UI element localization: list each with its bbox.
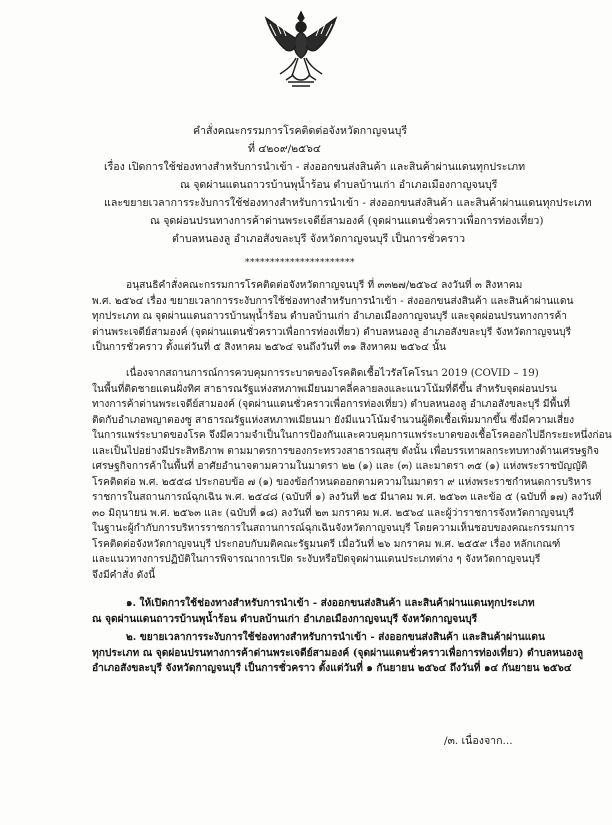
item2-line: ทุกประเภท ณ จุดผ่อนปรนทางการค้าด่านพระเจดีย์สามองค์ (จุดผ่านแดนชั่วคราวเพื่อการท่องเที่ยว) ตำบลหนองลู bbox=[92, 646, 584, 659]
para2-line: เนื่องจากสถานการณ์การควบคุมการระบาดของโรคติดเชื้อไวรัสโคโรนา 2019 (COVID – 19) bbox=[126, 368, 539, 379]
subject-line-2: ณ จุดผ่านแดนถาวรบ้านพุน้ำร้อน ตำบลบ้านเก่า อำเภอเมืองกาญจนบุรี bbox=[180, 179, 498, 191]
subject-line-4: ณ จุดผ่อนปรนทางการค้าด่านพระเจดีย์สามองค์ (จุดผ่านแดนชั่วคราวเพื่อการท่องเที่ยว) bbox=[150, 215, 544, 227]
subject-line-5: ตำบลหนองลู อำเภอสังขละบุรี จังหวัดกาญจนบุรี เป็นการชั่วคราว bbox=[172, 233, 466, 245]
para2-line: เศรษฐกิจการค้าในพื้นที่ อาศัยอำนาจตามความในมาตรา ๒๒ (๑) และ (๓) และมาตรา ๓๕ (๑) แห่งพระราชบัญญัติ bbox=[92, 461, 588, 472]
subject-line-1: เรื่อง เปิดการใช้ช่องทางสำหรับการนำเข้า - ส่งออกขนส่งสินค้า และสินค้าผ่านแดนทุกประเภท bbox=[104, 161, 526, 173]
para2-line: ราชการในสถานการณ์ฉุกเฉิน พ.ศ. ๒๕๔๘ (ฉบับที่ ๑) ลงวันที่ ๒๕ มีนาคม พ.ศ. ๒๕๖๓ และข้อ ๕ (ฉบับที่ ๑๗) ลงวันที่ bbox=[92, 492, 602, 503]
para2-line: ทางการค้าด่านพระเจดีย์สามองค์ (จุดผ่านแดนชั่วคราวเพื่อการท่องเที่ยว) ตำบลหนองลู อำเภอสังขละบุรี มีพื้นที่ bbox=[92, 399, 571, 410]
order-item-1 bbox=[92, 596, 535, 627]
para2-line: จึงมีคำสั่ง ดังนี้ bbox=[92, 569, 156, 581]
issuing-organization: คำสั่งคณะกรรมการโรคติดต่อจังหวัดกาญจนบุรี bbox=[192, 125, 408, 137]
garuda-emblem-icon bbox=[262, 8, 340, 90]
para2-line: โรคติดต่อ พ.ศ. ๒๕๕๘ ประกอบข้อ ๗ (๑) ของข้อกำหนดออกตามความในมาตรา ๙ แห่งพระราชกำหนดการบริหาร bbox=[92, 476, 592, 488]
continuation-marker: /๓. เนื่องจาก... bbox=[444, 735, 513, 747]
paragraph-reference bbox=[92, 278, 574, 356]
para2-line: ในการแพร่ระบาดของโรค จึงมีความจำเป็นในการป้องกันและควบคุมการแพร่ระบาดของเชื้อโรคออกไปอีกระยะหนึ่งก่อน bbox=[92, 430, 612, 441]
item2-line: อำเภอสังขละบุรี จังหวัดกาญจนบุรี เป็นการชั่วคราว ตั้งแต่วันที่ ๑ กันยายน ๒๕๖๔ ถึงวันที่ ๑๔ กันยายน ๒๕๖๔ bbox=[92, 662, 572, 674]
para1-line: ทุกประเภท ณ จุดผ่านแดนถาวรบ้านพุน้ำร้อน ตำบลบ้านเก่า อำเภอเมืองกาญจนบุรี และจุดผ่อนปรนทางการค้า bbox=[92, 311, 568, 322]
para1-line: เป็นการชั่วคราว ตั้งแต่วันที่ ๕ สิงหาคม ๒๕๖๔ จนถึงวันที่ ๓๑ สิงหาคม ๒๕๖๔ นั้น bbox=[92, 342, 447, 353]
order-number: ที่ ๔๒๐๙/๒๕๖๔ bbox=[248, 143, 321, 155]
item1-line: ๑. ให้เปิดการใช้ช่องทางสำหรับการนำเข้า - ส่งออกขนส่งสินค้า และสินค้าผ่านแดนทุกประเภท bbox=[126, 597, 535, 609]
item1-line: ณ จุดผ่านแดนถาวรบ้านพุน้ำร้อน ตำบลบ้านเก่า อำเภอเมืองกาญจนบุรี จังหวัดกาญจนบุรี bbox=[92, 612, 478, 625]
para2-line: ติดกับอำเภอพญาตองซู สาธารณรัฐแห่งสหภาพเมียนมา ยังมีแนวโน้มจำนวนผู้ติดเชื้อเพิ่มมากขึ้น ซึ่งมีความเสี่ยง bbox=[92, 414, 575, 426]
para1-line: อนุสนธิคำสั่งคณะกรรมการโรคติดต่อจังหวัดกาญจนบุรี ที่ ๓๓๒๗/๒๕๖๔ ลงวันที่ ๓ สิงหาคม bbox=[126, 280, 523, 291]
para2-line: และแนวทางการปฏิบัติในการพิจารณาการเปิด ระงับหรือปิดจุดผ่านแดนประเภทต่าง ๆ จังหวัดกาญจนบุรี bbox=[92, 554, 541, 565]
para2-line: ในพื้นที่ติดชายแดนฝั่งทิศ สาธารณรัฐแห่งสหภาพเมียนมาคลี่คลายลงและแนวโน้มที่ดีขึ้น สำหรับจุดผ่อนปรน bbox=[92, 383, 557, 395]
paragraph-rationale bbox=[92, 366, 612, 583]
para2-line: ในฐานะผู้กำกับการบริหารราชการในสถานการณ์ฉุกเฉินจังหวัดกาญจนบุรี โดยความเห็นชอบของคณะกรรมการ bbox=[92, 523, 575, 534]
para2-line: และเป็นไปอย่างมีประสิทธิภาพ ตามมาตรการของกระทรวงสาธารณสุข ดังนั้น เพื่อบรรเทาผลกระทบทางด้านเศรษฐกิจ bbox=[92, 445, 599, 457]
para1-line: ด่านพระเจดีย์สามองค์ (จุดผ่านแดนชั่วคราวเพื่อการท่องเที่ยว) ตำบลหนองลู อำเภอสังขละบุรี จังหวัดกาญจนบุรี bbox=[92, 326, 572, 338]
item2-line: ๒. ขยายเวลาการระงับการใช้ช่องทางสำหรับการนำเข้า - ส่งออกขนส่งสินค้า และสินค้าผ่านแดน bbox=[126, 631, 545, 643]
para2-line: ๓๐ มิถุนายน พ.ศ. ๒๕๖๓ และ (ฉบับที่ ๑๘) ลงวันที่ ๒๓ มกราคม พ.ศ. ๒๕๖๔ และผู้ว่าราชการจังหวัดกาญจนบุรี bbox=[92, 507, 574, 519]
para2-line: โรคติดต่อจังหวัดกาญจนบุรี ประกอบกับมติคณะรัฐมนตรี เมื่อวันที่ ๒๖ มกราคม พ.ศ. ๒๕๕๙ เรื่อง หลักเกณฑ์ bbox=[92, 538, 561, 550]
subject-line-3: และขยายเวลาการระงับการใช้ช่องทางสำหรับการนำเข้า - ส่งออกขนส่งสินค้า และสินค้าผ่านแดนทุกประเภท bbox=[104, 197, 592, 209]
order-item-2 bbox=[92, 630, 584, 677]
para1-line: พ.ศ. ๒๕๖๔ เรื่อง ขยายเวลาการระงับการใช้ช่องทางสำหรับการนำเข้า - ส่งออกขนส่งสินค้า และสินค้าผ่านแดน bbox=[92, 295, 574, 307]
separator-stars: ********************** bbox=[245, 258, 355, 268]
